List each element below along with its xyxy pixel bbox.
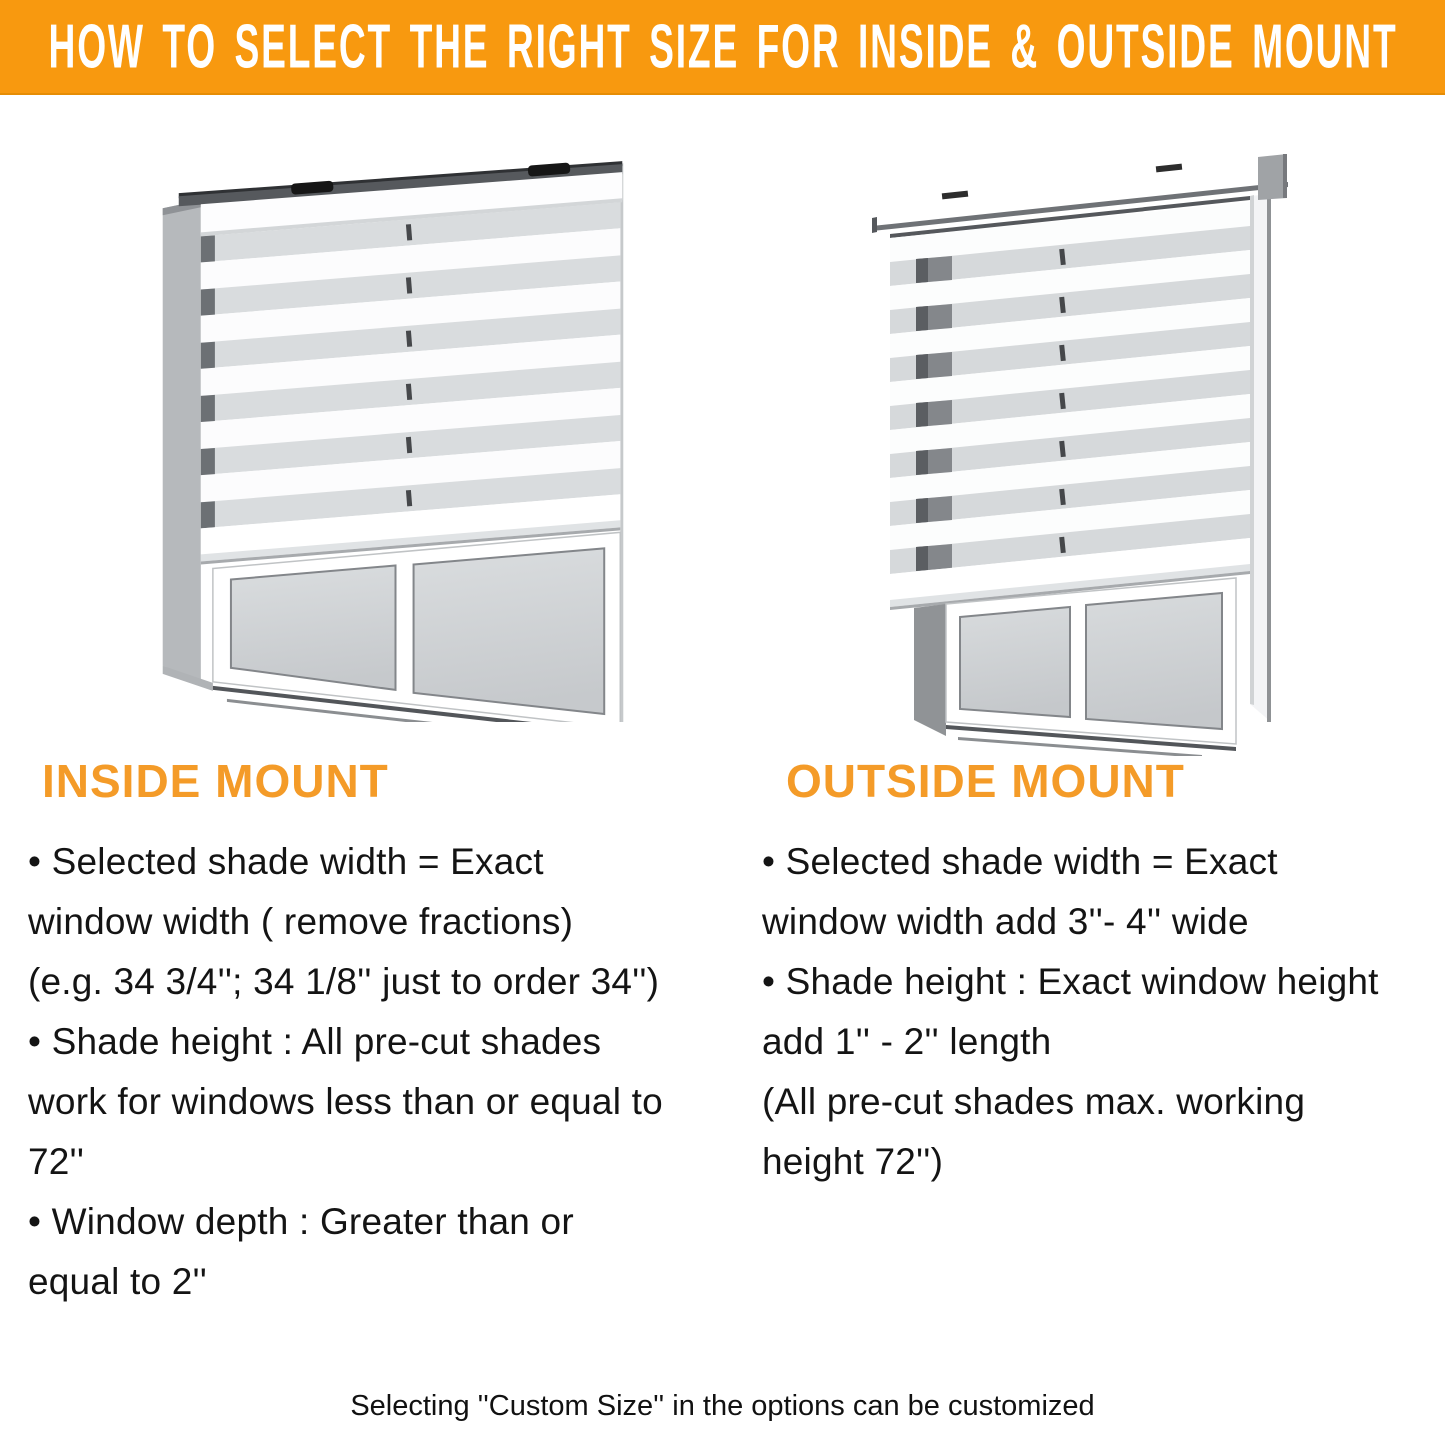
text-line: • Shade height : All pre-cut shades [28,1021,602,1062]
zebra-bands [201,202,620,528]
title-banner [0,0,1445,95]
text-line: work for windows less than or equal to [28,1081,663,1122]
text-line: add 1'' - 2'' length [762,1021,1052,1062]
text-line: • Window depth : Greater than or [28,1201,574,1242]
inside-mount-bullets [28,832,728,1312]
inside-mount-heading: INSIDE MOUNT [42,755,389,807]
inside-mount-illustration [150,140,638,722]
outside-mount-illustration [858,138,1313,756]
outside-mount-bullets [762,832,1444,1192]
inside-mount-section [28,752,728,1312]
text-line: (All pre-cut shades max. working [762,1081,1306,1122]
outside-mount-section [762,752,1444,1192]
window-glass [213,532,620,722]
banner-title: HOW TO SELECT THE RIGHT SIZE FOR INSIDE & OUTSIDE MOUNT [48,12,1397,81]
text-line: • Selected shade width = Exact [28,841,544,882]
footer [0,1386,1445,1426]
outside-mount-heading: OUTSIDE MOUNT [786,755,1185,807]
text-line: • Shade height : Exact window height [762,961,1379,1002]
text-line: (e.g. 34 3/4''; 34 1/8'' just to order 34'') [28,961,660,1002]
custom-size-note: Selecting ''Custom Size'' in the options can be customized [350,1390,1095,1422]
text-line: window width ( remove fractions) [28,901,574,942]
text-line: 72'' [28,1141,85,1182]
window-glass [914,578,1236,756]
text-line: • Selected shade width = Exact [762,841,1278,882]
right-frame-edge [1250,194,1271,722]
zebra-shade [890,196,1250,574]
text-line: height 72'') [762,1141,944,1182]
text-line: equal to 2'' [28,1261,208,1302]
text-line: window width add 3''- 4'' wide [762,901,1249,942]
mount-bracket [1258,154,1287,200]
